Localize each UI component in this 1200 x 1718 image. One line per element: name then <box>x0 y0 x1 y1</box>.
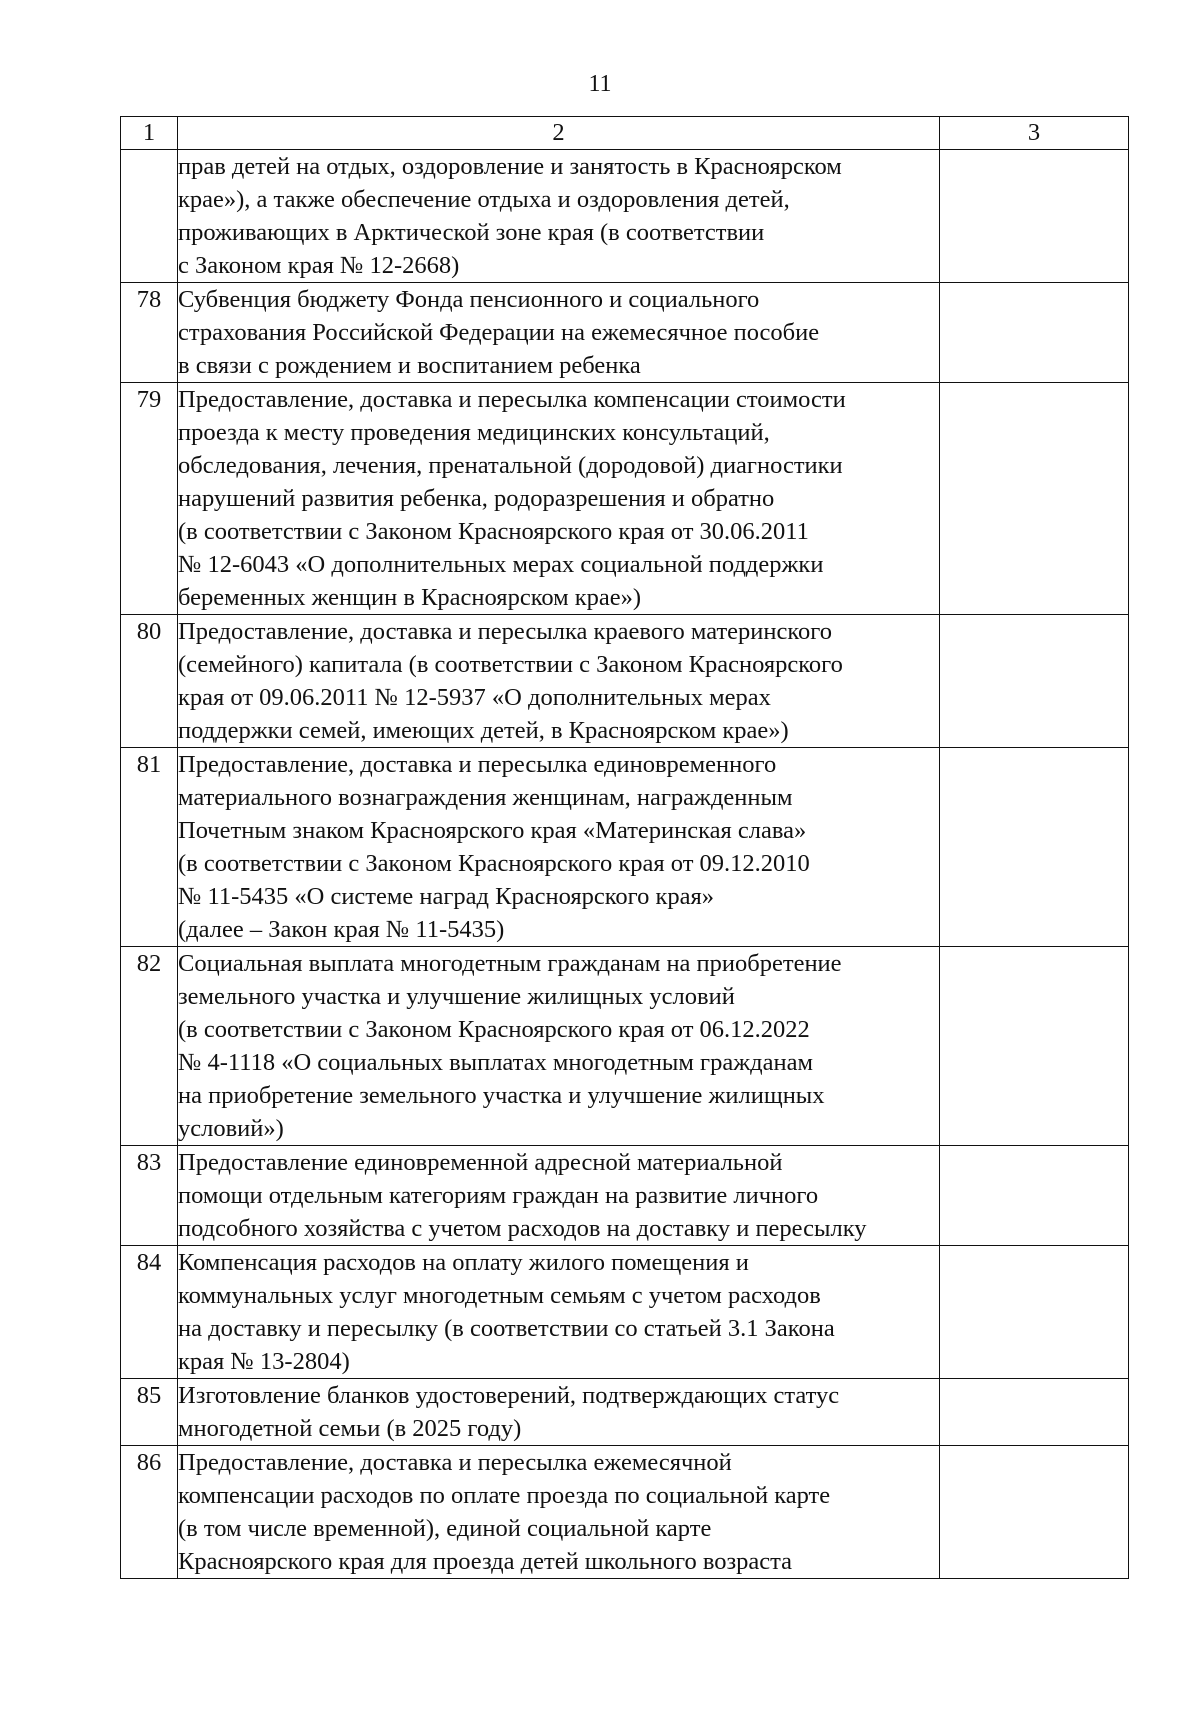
description-line: беременных женщин в Красноярском крае») <box>178 584 642 611</box>
description-line: № 12-6043 «О дополнительных мерах социальной поддержки <box>178 551 824 578</box>
description-line: края № 13-2804) <box>178 1348 350 1375</box>
row-description <box>178 283 940 383</box>
row-col-3 <box>940 1246 1129 1379</box>
row-description <box>178 383 940 615</box>
description-line: Субвенция бюджету Фонда пенсионного и социального <box>178 286 760 313</box>
description-line: (в соответствии с Законом Красноярского края от 09.12.2010 <box>178 850 810 877</box>
row-col-3 <box>940 1446 1129 1579</box>
row-col-3 <box>940 1146 1129 1246</box>
row-number: 80 <box>121 615 178 748</box>
row-description <box>178 1446 940 1579</box>
row-number: 84 <box>121 1246 178 1379</box>
description-line: компенсации расходов по оплате проезда по социальной карте <box>178 1482 831 1509</box>
description-line: нарушений развития ребенка, родоразрешения и обратно <box>178 485 775 512</box>
description-line: помощи отдельным категориям граждан на развитие личного <box>178 1182 819 1209</box>
description-line: многодетной семьи (в 2025 году) <box>178 1415 522 1442</box>
description-line: на приобретение земельного участка и улучшение жилищных <box>178 1082 825 1109</box>
description-line: Предоставление единовременной адресной материальной <box>178 1149 783 1176</box>
row-col-3 <box>940 383 1129 615</box>
description-line: прав детей на отдых, оздоровление и занятость в Красноярском <box>178 153 842 180</box>
header-col-3: 3 <box>940 117 1129 150</box>
description-line: Предоставление, доставка и пересылка компенсации стоимости <box>178 386 846 413</box>
table-row <box>121 1146 1129 1246</box>
description-line: материального вознаграждения женщинам, награжденным <box>178 784 793 811</box>
header-col-1: 1 <box>121 117 178 150</box>
table-row <box>121 1246 1129 1379</box>
page-number: 11 <box>588 71 612 97</box>
description-line: (семейного) капитала (в соответствии с Законом Красноярского <box>178 651 843 678</box>
row-col-3 <box>940 748 1129 947</box>
row-description <box>178 947 940 1146</box>
row-col-3 <box>940 947 1129 1146</box>
table-row <box>121 150 1129 283</box>
description-line: страхования Российской Федерации на ежемесячное пособие <box>178 319 820 346</box>
row-number: 85 <box>121 1379 178 1446</box>
table-row <box>121 1379 1129 1446</box>
description-line: (далее – Закон края № 11-5435) <box>178 916 505 943</box>
budget-items-table <box>120 116 1129 1579</box>
description-line: подсобного хозяйства с учетом расходов на доставку и пересылку <box>178 1215 867 1242</box>
description-line: Красноярского края для проезда детей школьного возраста <box>178 1548 793 1575</box>
row-description <box>178 1146 940 1246</box>
row-number <box>121 150 178 283</box>
table-row <box>121 615 1129 748</box>
row-number: 82 <box>121 947 178 1146</box>
row-number: 86 <box>121 1446 178 1579</box>
description-line: Предоставление, доставка и пересылка краевого материнского <box>178 618 832 645</box>
row-description <box>178 748 940 947</box>
description-line: коммунальных услуг многодетным семьям с учетом расходов <box>178 1282 821 1309</box>
description-line: проживающих в Арктической зоне края (в соответствии <box>178 219 765 246</box>
description-line: (в том числе временной), единой социальной карте <box>178 1515 712 1542</box>
table-body <box>121 117 1129 1579</box>
description-line: крае»), а также обеспечение отдыха и оздоровления детей, <box>178 186 790 213</box>
row-number: 79 <box>121 383 178 615</box>
row-description <box>178 1379 940 1446</box>
table-row <box>121 1446 1129 1579</box>
row-col-3 <box>940 283 1129 383</box>
table-row <box>121 748 1129 947</box>
row-description <box>178 150 940 283</box>
row-number: 83 <box>121 1146 178 1246</box>
description-line: в связи с рождением и воспитанием ребенка <box>178 352 641 379</box>
row-number: 81 <box>121 748 178 947</box>
description-line: края от 09.06.2011 № 12-5937 «О дополнительных мерах <box>178 684 771 711</box>
row-description <box>178 1246 940 1379</box>
row-col-3 <box>940 615 1129 748</box>
description-line: (в соответствии с Законом Красноярского края от 06.12.2022 <box>178 1016 810 1043</box>
table-row <box>121 383 1129 615</box>
description-line: Предоставление, доставка и пересылка единовременного <box>178 751 777 778</box>
header-col-2: 2 <box>178 117 940 150</box>
row-col-3 <box>940 1379 1129 1446</box>
table-row <box>121 947 1129 1146</box>
description-line: поддержки семей, имеющих детей, в Красноярском крае») <box>178 717 789 744</box>
description-line: Почетным знаком Красноярского края «Материнская слава» <box>178 817 807 844</box>
description-line: Изготовление бланков удостоверений, подтверждающих статус <box>178 1382 840 1409</box>
description-line: проезда к месту проведения медицинских консультаций, <box>178 419 770 446</box>
description-line: условий») <box>178 1115 284 1142</box>
row-col-3 <box>940 150 1129 283</box>
description-line: земельного участка и улучшение жилищных условий <box>178 983 735 1010</box>
description-line: (в соответствии с Законом Красноярского края от 30.06.2011 <box>178 518 809 545</box>
description-line: Предоставление, доставка и пересылка ежемесячной <box>178 1449 732 1476</box>
row-number: 78 <box>121 283 178 383</box>
row-description <box>178 615 940 748</box>
description-line: Социальная выплата многодетным гражданам на приобретение <box>178 950 842 977</box>
description-line: Компенсация расходов на оплату жилого помещения и <box>178 1249 749 1276</box>
description-line: на доставку и пересылку (в соответствии со статьей 3.1 Закона <box>178 1315 835 1342</box>
table-row <box>121 283 1129 383</box>
description-line: № 4-1118 «О социальных выплатах многодетным гражданам <box>178 1049 813 1076</box>
description-line: с Законом края № 12-2668) <box>178 252 460 279</box>
table-header-row <box>121 117 1129 150</box>
description-line: обследования, лечения, пренатальной (дородовой) диагностики <box>178 452 843 479</box>
description-line: № 11-5435 «О системе наград Красноярского края» <box>178 883 715 910</box>
